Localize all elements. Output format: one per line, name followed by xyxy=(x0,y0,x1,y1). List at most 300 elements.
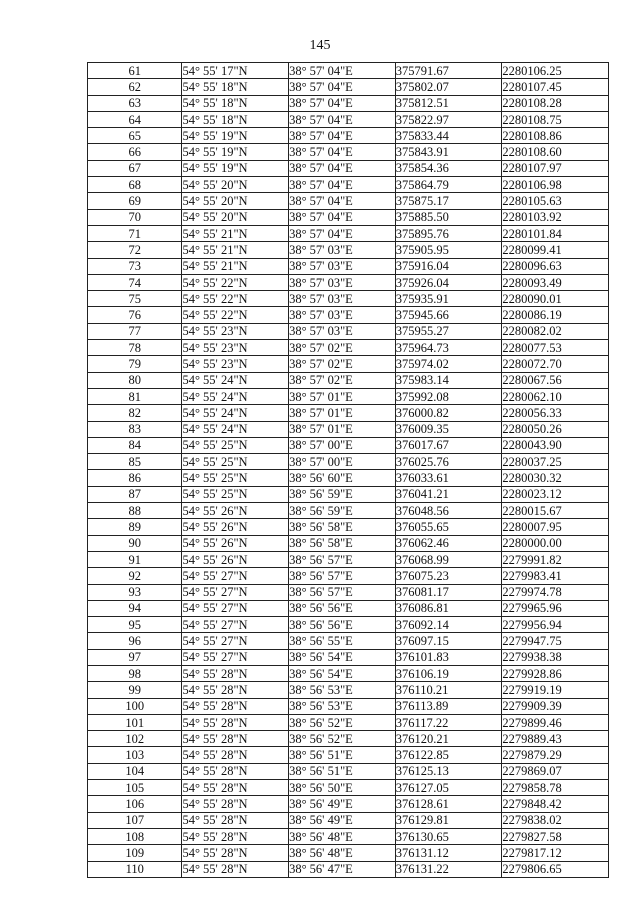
latitude-cell: 54° 55' 27"N xyxy=(182,649,289,665)
page-number: 145 xyxy=(309,38,331,53)
x-coordinate-cell: 375791.67 xyxy=(395,63,502,79)
y-coordinate-cell: 2280015.67 xyxy=(502,503,609,519)
point-number-cell: 87 xyxy=(88,486,182,502)
point-number-cell: 67 xyxy=(88,160,182,176)
point-number-cell: 74 xyxy=(88,274,182,290)
table-row xyxy=(88,796,609,812)
y-coordinate-cell: 2280056.33 xyxy=(502,405,609,421)
y-coordinate-cell: 2279919.19 xyxy=(502,682,609,698)
latitude-cell: 54° 55' 24"N xyxy=(182,405,289,421)
table-row xyxy=(88,763,609,779)
x-coordinate-cell: 376127.05 xyxy=(395,780,502,796)
x-coordinate-cell: 375854.36 xyxy=(395,160,502,176)
latitude-cell: 54° 55' 22"N xyxy=(182,291,289,307)
longitude-cell: 38° 57' 02"E xyxy=(289,356,396,372)
longitude-cell: 38° 56' 48"E xyxy=(289,845,396,861)
table-row xyxy=(88,340,609,356)
latitude-cell: 54° 55' 28"N xyxy=(182,796,289,812)
x-coordinate-cell: 376017.67 xyxy=(395,437,502,453)
x-coordinate-cell: 375905.95 xyxy=(395,242,502,258)
longitude-cell: 38° 56' 57"E xyxy=(289,568,396,584)
point-number-cell: 96 xyxy=(88,633,182,649)
latitude-cell: 54° 55' 18"N xyxy=(182,95,289,111)
y-coordinate-cell: 2280108.60 xyxy=(502,144,609,160)
y-coordinate-cell: 2279817.12 xyxy=(502,845,609,861)
longitude-cell: 38° 56' 50"E xyxy=(289,780,396,796)
latitude-cell: 54° 55' 27"N xyxy=(182,633,289,649)
x-coordinate-cell: 375843.91 xyxy=(395,144,502,160)
longitude-cell: 38° 57' 01"E xyxy=(289,421,396,437)
y-coordinate-cell: 2279938.38 xyxy=(502,649,609,665)
longitude-cell: 38° 56' 49"E xyxy=(289,812,396,828)
x-coordinate-cell: 375964.73 xyxy=(395,340,502,356)
latitude-cell: 54° 55' 19"N xyxy=(182,128,289,144)
point-number-cell: 108 xyxy=(88,828,182,844)
y-coordinate-cell: 2280106.25 xyxy=(502,63,609,79)
table-row xyxy=(88,128,609,144)
x-coordinate-cell: 376131.22 xyxy=(395,861,502,877)
table-row xyxy=(88,551,609,567)
x-coordinate-cell: 376048.56 xyxy=(395,503,502,519)
longitude-cell: 38° 56' 56"E xyxy=(289,600,396,616)
x-coordinate-cell: 375833.44 xyxy=(395,128,502,144)
longitude-cell: 38° 56' 51"E xyxy=(289,747,396,763)
longitude-cell: 38° 57' 04"E xyxy=(289,128,396,144)
y-coordinate-cell: 2279983.41 xyxy=(502,568,609,584)
table-row xyxy=(88,144,609,160)
point-number-cell: 83 xyxy=(88,421,182,437)
x-coordinate-cell: 376075.23 xyxy=(395,568,502,584)
latitude-cell: 54° 55' 23"N xyxy=(182,323,289,339)
y-coordinate-cell: 2280082.02 xyxy=(502,323,609,339)
y-coordinate-cell: 2280037.25 xyxy=(502,454,609,470)
latitude-cell: 54° 55' 23"N xyxy=(182,340,289,356)
point-number-cell: 80 xyxy=(88,372,182,388)
longitude-cell: 38° 57' 04"E xyxy=(289,193,396,209)
y-coordinate-cell: 2280000.00 xyxy=(502,535,609,551)
longitude-cell: 38° 56' 48"E xyxy=(289,828,396,844)
table-row xyxy=(88,454,609,470)
table-row xyxy=(88,519,609,535)
table-row xyxy=(88,95,609,111)
longitude-cell: 38° 56' 47"E xyxy=(289,861,396,877)
table-row xyxy=(88,242,609,258)
table-row xyxy=(88,780,609,796)
y-coordinate-cell: 2279974.78 xyxy=(502,584,609,600)
longitude-cell: 38° 57' 02"E xyxy=(289,340,396,356)
x-coordinate-cell: 376092.14 xyxy=(395,617,502,633)
table-row xyxy=(88,600,609,616)
longitude-cell: 38° 57' 00"E xyxy=(289,454,396,470)
longitude-cell: 38° 57' 04"E xyxy=(289,111,396,127)
x-coordinate-cell: 375885.50 xyxy=(395,209,502,225)
latitude-cell: 54° 55' 21"N xyxy=(182,225,289,241)
table-row xyxy=(88,812,609,828)
x-coordinate-cell: 375955.27 xyxy=(395,323,502,339)
table-row xyxy=(88,568,609,584)
x-coordinate-cell: 375812.51 xyxy=(395,95,502,111)
point-number-cell: 62 xyxy=(88,79,182,95)
y-coordinate-cell: 2280030.32 xyxy=(502,470,609,486)
table-row xyxy=(88,291,609,307)
longitude-cell: 38° 56' 54"E xyxy=(289,665,396,681)
x-coordinate-cell: 376068.99 xyxy=(395,551,502,567)
x-coordinate-cell: 375945.66 xyxy=(395,307,502,323)
latitude-cell: 54° 55' 25"N xyxy=(182,454,289,470)
point-number-cell: 97 xyxy=(88,649,182,665)
table-row xyxy=(88,209,609,225)
point-number-cell: 91 xyxy=(88,551,182,567)
x-coordinate-cell: 376009.35 xyxy=(395,421,502,437)
longitude-cell: 38° 56' 52"E xyxy=(289,714,396,730)
point-number-cell: 81 xyxy=(88,388,182,404)
y-coordinate-cell: 2279909.39 xyxy=(502,698,609,714)
x-coordinate-cell: 376106.19 xyxy=(395,665,502,681)
point-number-cell: 109 xyxy=(88,845,182,861)
table-row xyxy=(88,584,609,600)
y-coordinate-cell: 2279879.29 xyxy=(502,747,609,763)
table-row xyxy=(88,714,609,730)
y-coordinate-cell: 2279848.42 xyxy=(502,796,609,812)
y-coordinate-cell: 2280096.63 xyxy=(502,258,609,274)
y-coordinate-cell: 2280105.63 xyxy=(502,193,609,209)
x-coordinate-cell: 376097.15 xyxy=(395,633,502,649)
y-coordinate-cell: 2280108.28 xyxy=(502,95,609,111)
table-row xyxy=(88,160,609,176)
point-number-cell: 79 xyxy=(88,356,182,372)
point-number-cell: 75 xyxy=(88,291,182,307)
latitude-cell: 54° 55' 18"N xyxy=(182,111,289,127)
latitude-cell: 54° 55' 27"N xyxy=(182,584,289,600)
point-number-cell: 89 xyxy=(88,519,182,535)
table-row xyxy=(88,356,609,372)
longitude-cell: 38° 56' 57"E xyxy=(289,551,396,567)
table-row xyxy=(88,225,609,241)
longitude-cell: 38° 56' 54"E xyxy=(289,649,396,665)
point-number-cell: 66 xyxy=(88,144,182,160)
point-number-cell: 106 xyxy=(88,796,182,812)
y-coordinate-cell: 2280099.41 xyxy=(502,242,609,258)
longitude-cell: 38° 57' 04"E xyxy=(289,177,396,193)
longitude-cell: 38° 56' 49"E xyxy=(289,796,396,812)
longitude-cell: 38° 56' 59"E xyxy=(289,503,396,519)
x-coordinate-cell: 376055.65 xyxy=(395,519,502,535)
table-row xyxy=(88,405,609,421)
latitude-cell: 54° 55' 26"N xyxy=(182,519,289,535)
longitude-cell: 38° 56' 53"E xyxy=(289,698,396,714)
x-coordinate-cell: 376125.13 xyxy=(395,763,502,779)
x-coordinate-cell: 375864.79 xyxy=(395,177,502,193)
point-number-cell: 101 xyxy=(88,714,182,730)
point-number-cell: 76 xyxy=(88,307,182,323)
point-number-cell: 70 xyxy=(88,209,182,225)
point-number-cell: 61 xyxy=(88,63,182,79)
longitude-cell: 38° 57' 02"E xyxy=(289,372,396,388)
longitude-cell: 38° 56' 53"E xyxy=(289,682,396,698)
point-number-cell: 100 xyxy=(88,698,182,714)
latitude-cell: 54° 55' 26"N xyxy=(182,503,289,519)
point-number-cell: 98 xyxy=(88,665,182,681)
x-coordinate-cell: 376129.81 xyxy=(395,812,502,828)
point-number-cell: 68 xyxy=(88,177,182,193)
x-coordinate-cell: 376122.85 xyxy=(395,747,502,763)
x-coordinate-cell: 376025.76 xyxy=(395,454,502,470)
y-coordinate-cell: 2279869.07 xyxy=(502,763,609,779)
latitude-cell: 54° 55' 24"N xyxy=(182,372,289,388)
x-coordinate-cell: 376033.61 xyxy=(395,470,502,486)
table-row xyxy=(88,177,609,193)
table-row xyxy=(88,79,609,95)
latitude-cell: 54° 55' 17"N xyxy=(182,63,289,79)
y-coordinate-cell: 2279889.43 xyxy=(502,731,609,747)
x-coordinate-cell: 375935.91 xyxy=(395,291,502,307)
table-row xyxy=(88,421,609,437)
point-number-cell: 78 xyxy=(88,340,182,356)
longitude-cell: 38° 56' 58"E xyxy=(289,519,396,535)
table-row xyxy=(88,731,609,747)
y-coordinate-cell: 2280077.53 xyxy=(502,340,609,356)
table-row xyxy=(88,323,609,339)
y-coordinate-cell: 2279947.75 xyxy=(502,633,609,649)
x-coordinate-cell: 376131.12 xyxy=(395,845,502,861)
longitude-cell: 38° 56' 57"E xyxy=(289,584,396,600)
latitude-cell: 54° 55' 19"N xyxy=(182,160,289,176)
longitude-cell: 38° 56' 56"E xyxy=(289,617,396,633)
y-coordinate-cell: 2279806.65 xyxy=(502,861,609,877)
longitude-cell: 38° 57' 04"E xyxy=(289,95,396,111)
x-coordinate-cell: 375875.17 xyxy=(395,193,502,209)
y-coordinate-cell: 2280103.92 xyxy=(502,209,609,225)
point-number-cell: 86 xyxy=(88,470,182,486)
table-row xyxy=(88,372,609,388)
x-coordinate-cell: 375992.08 xyxy=(395,388,502,404)
y-coordinate-cell: 2280043.90 xyxy=(502,437,609,453)
table-row xyxy=(88,649,609,665)
point-number-cell: 102 xyxy=(88,731,182,747)
longitude-cell: 38° 57' 03"E xyxy=(289,242,396,258)
x-coordinate-cell: 376000.82 xyxy=(395,405,502,421)
table-row xyxy=(88,682,609,698)
table-row xyxy=(88,111,609,127)
point-number-cell: 107 xyxy=(88,812,182,828)
table-row xyxy=(88,63,609,79)
latitude-cell: 54° 55' 28"N xyxy=(182,731,289,747)
coordinates-table xyxy=(87,62,609,878)
latitude-cell: 54° 55' 25"N xyxy=(182,470,289,486)
x-coordinate-cell: 375802.07 xyxy=(395,79,502,95)
point-number-cell: 64 xyxy=(88,111,182,127)
latitude-cell: 54° 55' 18"N xyxy=(182,79,289,95)
longitude-cell: 38° 57' 03"E xyxy=(289,291,396,307)
table-row xyxy=(88,828,609,844)
longitude-cell: 38° 56' 60"E xyxy=(289,470,396,486)
longitude-cell: 38° 57' 04"E xyxy=(289,160,396,176)
longitude-cell: 38° 57' 03"E xyxy=(289,323,396,339)
point-number-cell: 110 xyxy=(88,861,182,877)
y-coordinate-cell: 2279991.82 xyxy=(502,551,609,567)
x-coordinate-cell: 376113.89 xyxy=(395,698,502,714)
x-coordinate-cell: 376110.21 xyxy=(395,682,502,698)
table-row xyxy=(88,617,609,633)
point-number-cell: 95 xyxy=(88,617,182,633)
y-coordinate-cell: 2279899.46 xyxy=(502,714,609,730)
y-coordinate-cell: 2280107.45 xyxy=(502,79,609,95)
latitude-cell: 54° 55' 28"N xyxy=(182,763,289,779)
longitude-cell: 38° 57' 00"E xyxy=(289,437,396,453)
y-coordinate-cell: 2279858.78 xyxy=(502,780,609,796)
table-row xyxy=(88,486,609,502)
longitude-cell: 38° 56' 59"E xyxy=(289,486,396,502)
point-number-cell: 71 xyxy=(88,225,182,241)
latitude-cell: 54° 55' 27"N xyxy=(182,568,289,584)
x-coordinate-cell: 375926.04 xyxy=(395,274,502,290)
longitude-cell: 38° 56' 51"E xyxy=(289,763,396,779)
y-coordinate-cell: 2280108.75 xyxy=(502,111,609,127)
x-coordinate-cell: 375983.14 xyxy=(395,372,502,388)
point-number-cell: 92 xyxy=(88,568,182,584)
x-coordinate-cell: 376101.83 xyxy=(395,649,502,665)
point-number-cell: 94 xyxy=(88,600,182,616)
x-coordinate-cell: 376130.65 xyxy=(395,828,502,844)
y-coordinate-cell: 2280093.49 xyxy=(502,274,609,290)
table-row xyxy=(88,633,609,649)
latitude-cell: 54° 55' 26"N xyxy=(182,551,289,567)
point-number-cell: 88 xyxy=(88,503,182,519)
table-row xyxy=(88,437,609,453)
longitude-cell: 38° 57' 03"E xyxy=(289,258,396,274)
table-row xyxy=(88,698,609,714)
coordinates-table-body xyxy=(88,63,609,878)
latitude-cell: 54° 55' 22"N xyxy=(182,274,289,290)
table-row xyxy=(88,535,609,551)
y-coordinate-cell: 2280072.70 xyxy=(502,356,609,372)
latitude-cell: 54° 55' 19"N xyxy=(182,144,289,160)
longitude-cell: 38° 57' 04"E xyxy=(289,63,396,79)
latitude-cell: 54° 55' 20"N xyxy=(182,209,289,225)
y-coordinate-cell: 2280067.56 xyxy=(502,372,609,388)
table-row xyxy=(88,193,609,209)
longitude-cell: 38° 57' 04"E xyxy=(289,225,396,241)
longitude-cell: 38° 57' 04"E xyxy=(289,79,396,95)
x-coordinate-cell: 376128.61 xyxy=(395,796,502,812)
latitude-cell: 54° 55' 20"N xyxy=(182,193,289,209)
y-coordinate-cell: 2280101.84 xyxy=(502,225,609,241)
y-coordinate-cell: 2280107.97 xyxy=(502,160,609,176)
longitude-cell: 38° 57' 04"E xyxy=(289,144,396,160)
latitude-cell: 54° 55' 21"N xyxy=(182,258,289,274)
latitude-cell: 54° 55' 28"N xyxy=(182,682,289,698)
latitude-cell: 54° 55' 25"N xyxy=(182,486,289,502)
point-number-cell: 93 xyxy=(88,584,182,600)
y-coordinate-cell: 2280023.12 xyxy=(502,486,609,502)
table-row xyxy=(88,503,609,519)
latitude-cell: 54° 55' 24"N xyxy=(182,388,289,404)
latitude-cell: 54° 55' 28"N xyxy=(182,747,289,763)
table-row xyxy=(88,274,609,290)
latitude-cell: 54° 55' 22"N xyxy=(182,307,289,323)
x-coordinate-cell: 375916.04 xyxy=(395,258,502,274)
x-coordinate-cell: 375895.76 xyxy=(395,225,502,241)
latitude-cell: 54° 55' 28"N xyxy=(182,845,289,861)
latitude-cell: 54° 55' 20"N xyxy=(182,177,289,193)
table-row xyxy=(88,861,609,877)
x-coordinate-cell: 376120.21 xyxy=(395,731,502,747)
y-coordinate-cell: 2279827.58 xyxy=(502,828,609,844)
x-coordinate-cell: 376086.81 xyxy=(395,600,502,616)
point-number-cell: 90 xyxy=(88,535,182,551)
y-coordinate-cell: 2280062.10 xyxy=(502,388,609,404)
longitude-cell: 38° 57' 03"E xyxy=(289,274,396,290)
latitude-cell: 54° 55' 28"N xyxy=(182,780,289,796)
latitude-cell: 54° 55' 28"N xyxy=(182,828,289,844)
table-row xyxy=(88,747,609,763)
point-number-cell: 73 xyxy=(88,258,182,274)
y-coordinate-cell: 2280007.95 xyxy=(502,519,609,535)
longitude-cell: 38° 56' 52"E xyxy=(289,731,396,747)
y-coordinate-cell: 2280108.86 xyxy=(502,128,609,144)
point-number-cell: 105 xyxy=(88,780,182,796)
y-coordinate-cell: 2280050.26 xyxy=(502,421,609,437)
point-number-cell: 85 xyxy=(88,454,182,470)
x-coordinate-cell: 375822.97 xyxy=(395,111,502,127)
latitude-cell: 54° 55' 28"N xyxy=(182,861,289,877)
latitude-cell: 54° 55' 21"N xyxy=(182,242,289,258)
longitude-cell: 38° 57' 03"E xyxy=(289,307,396,323)
latitude-cell: 54° 55' 27"N xyxy=(182,617,289,633)
x-coordinate-cell: 376041.21 xyxy=(395,486,502,502)
y-coordinate-cell: 2279965.96 xyxy=(502,600,609,616)
latitude-cell: 54° 55' 28"N xyxy=(182,698,289,714)
point-number-cell: 72 xyxy=(88,242,182,258)
longitude-cell: 38° 57' 01"E xyxy=(289,388,396,404)
y-coordinate-cell: 2280090.01 xyxy=(502,291,609,307)
x-coordinate-cell: 376117.22 xyxy=(395,714,502,730)
point-number-cell: 103 xyxy=(88,747,182,763)
point-number-cell: 65 xyxy=(88,128,182,144)
table-row xyxy=(88,388,609,404)
latitude-cell: 54° 55' 23"N xyxy=(182,356,289,372)
point-number-cell: 69 xyxy=(88,193,182,209)
y-coordinate-cell: 2279928.86 xyxy=(502,665,609,681)
table-row xyxy=(88,665,609,681)
point-number-cell: 82 xyxy=(88,405,182,421)
y-coordinate-cell: 2280106.98 xyxy=(502,177,609,193)
x-coordinate-cell: 376062.46 xyxy=(395,535,502,551)
x-coordinate-cell: 376081.17 xyxy=(395,584,502,600)
latitude-cell: 54° 55' 25"N xyxy=(182,437,289,453)
latitude-cell: 54° 55' 28"N xyxy=(182,714,289,730)
table-row xyxy=(88,470,609,486)
point-number-cell: 84 xyxy=(88,437,182,453)
point-number-cell: 63 xyxy=(88,95,182,111)
latitude-cell: 54° 55' 28"N xyxy=(182,665,289,681)
y-coordinate-cell: 2279956.94 xyxy=(502,617,609,633)
latitude-cell: 54° 55' 24"N xyxy=(182,421,289,437)
latitude-cell: 54° 55' 28"N xyxy=(182,812,289,828)
point-number-cell: 77 xyxy=(88,323,182,339)
latitude-cell: 54° 55' 27"N xyxy=(182,600,289,616)
table-row xyxy=(88,845,609,861)
longitude-cell: 38° 56' 55"E xyxy=(289,633,396,649)
latitude-cell: 54° 55' 26"N xyxy=(182,535,289,551)
y-coordinate-cell: 2279838.02 xyxy=(502,812,609,828)
longitude-cell: 38° 57' 01"E xyxy=(289,405,396,421)
point-number-cell: 104 xyxy=(88,763,182,779)
longitude-cell: 38° 57' 04"E xyxy=(289,209,396,225)
table-row xyxy=(88,258,609,274)
longitude-cell: 38° 56' 58"E xyxy=(289,535,396,551)
table-row xyxy=(88,307,609,323)
